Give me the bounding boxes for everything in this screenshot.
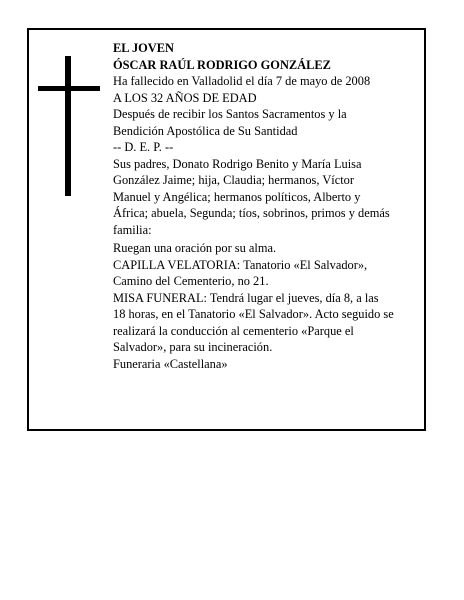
heading-line-1: EL JOVEN	[113, 41, 174, 55]
chapel-paragraph: CAPILLA VELATORIA: Tanatorio «El Salvador», Camino del Cementerio, no 21.	[113, 257, 368, 288]
sacraments-line: Después de recibir los Santos Sacramentos y la Bendición Apostólica de Su Santidad	[113, 107, 347, 138]
funeral-home-line: Funeraria «Castellana»	[113, 356, 228, 371]
cross-vertical-bar	[65, 56, 71, 196]
deceased-name: ÓSCAR RAÚL RODRIGO GONZÁLEZ	[113, 57, 331, 72]
dep-line: -- D. E. P. --	[113, 140, 174, 154]
obituary-text	[113, 40, 425, 372]
cross-horizontal-bar	[38, 86, 100, 91]
age-line: A LOS 32 AÑOS DE EDAD	[113, 90, 257, 105]
mass-paragraph: MISA FUNERAL: Tendrá lugar el jueves, día 8, a las 18 horas, en el Tanatorio «El Salvador». Acto seguido se realizará la conducción al cementerio «Parque el Salvador», para su incineración.	[113, 290, 394, 354]
death-info: Ha fallecido en Valladolid el día 7 de mayo de 2008	[113, 74, 371, 88]
latin-cross-icon	[38, 56, 100, 196]
prayer-line: Ruegan una oración por su alma.	[113, 241, 277, 255]
family-paragraph: Sus padres, Donato Rodrigo Benito y María Luisa González Jaime; hija, Claudia; hermanos, Víctor Manuel y Angélica; hermanos políticos, Alberto y África; abuela, Segunda; tíos, sobrinos, primos y demás familia:	[113, 156, 390, 237]
